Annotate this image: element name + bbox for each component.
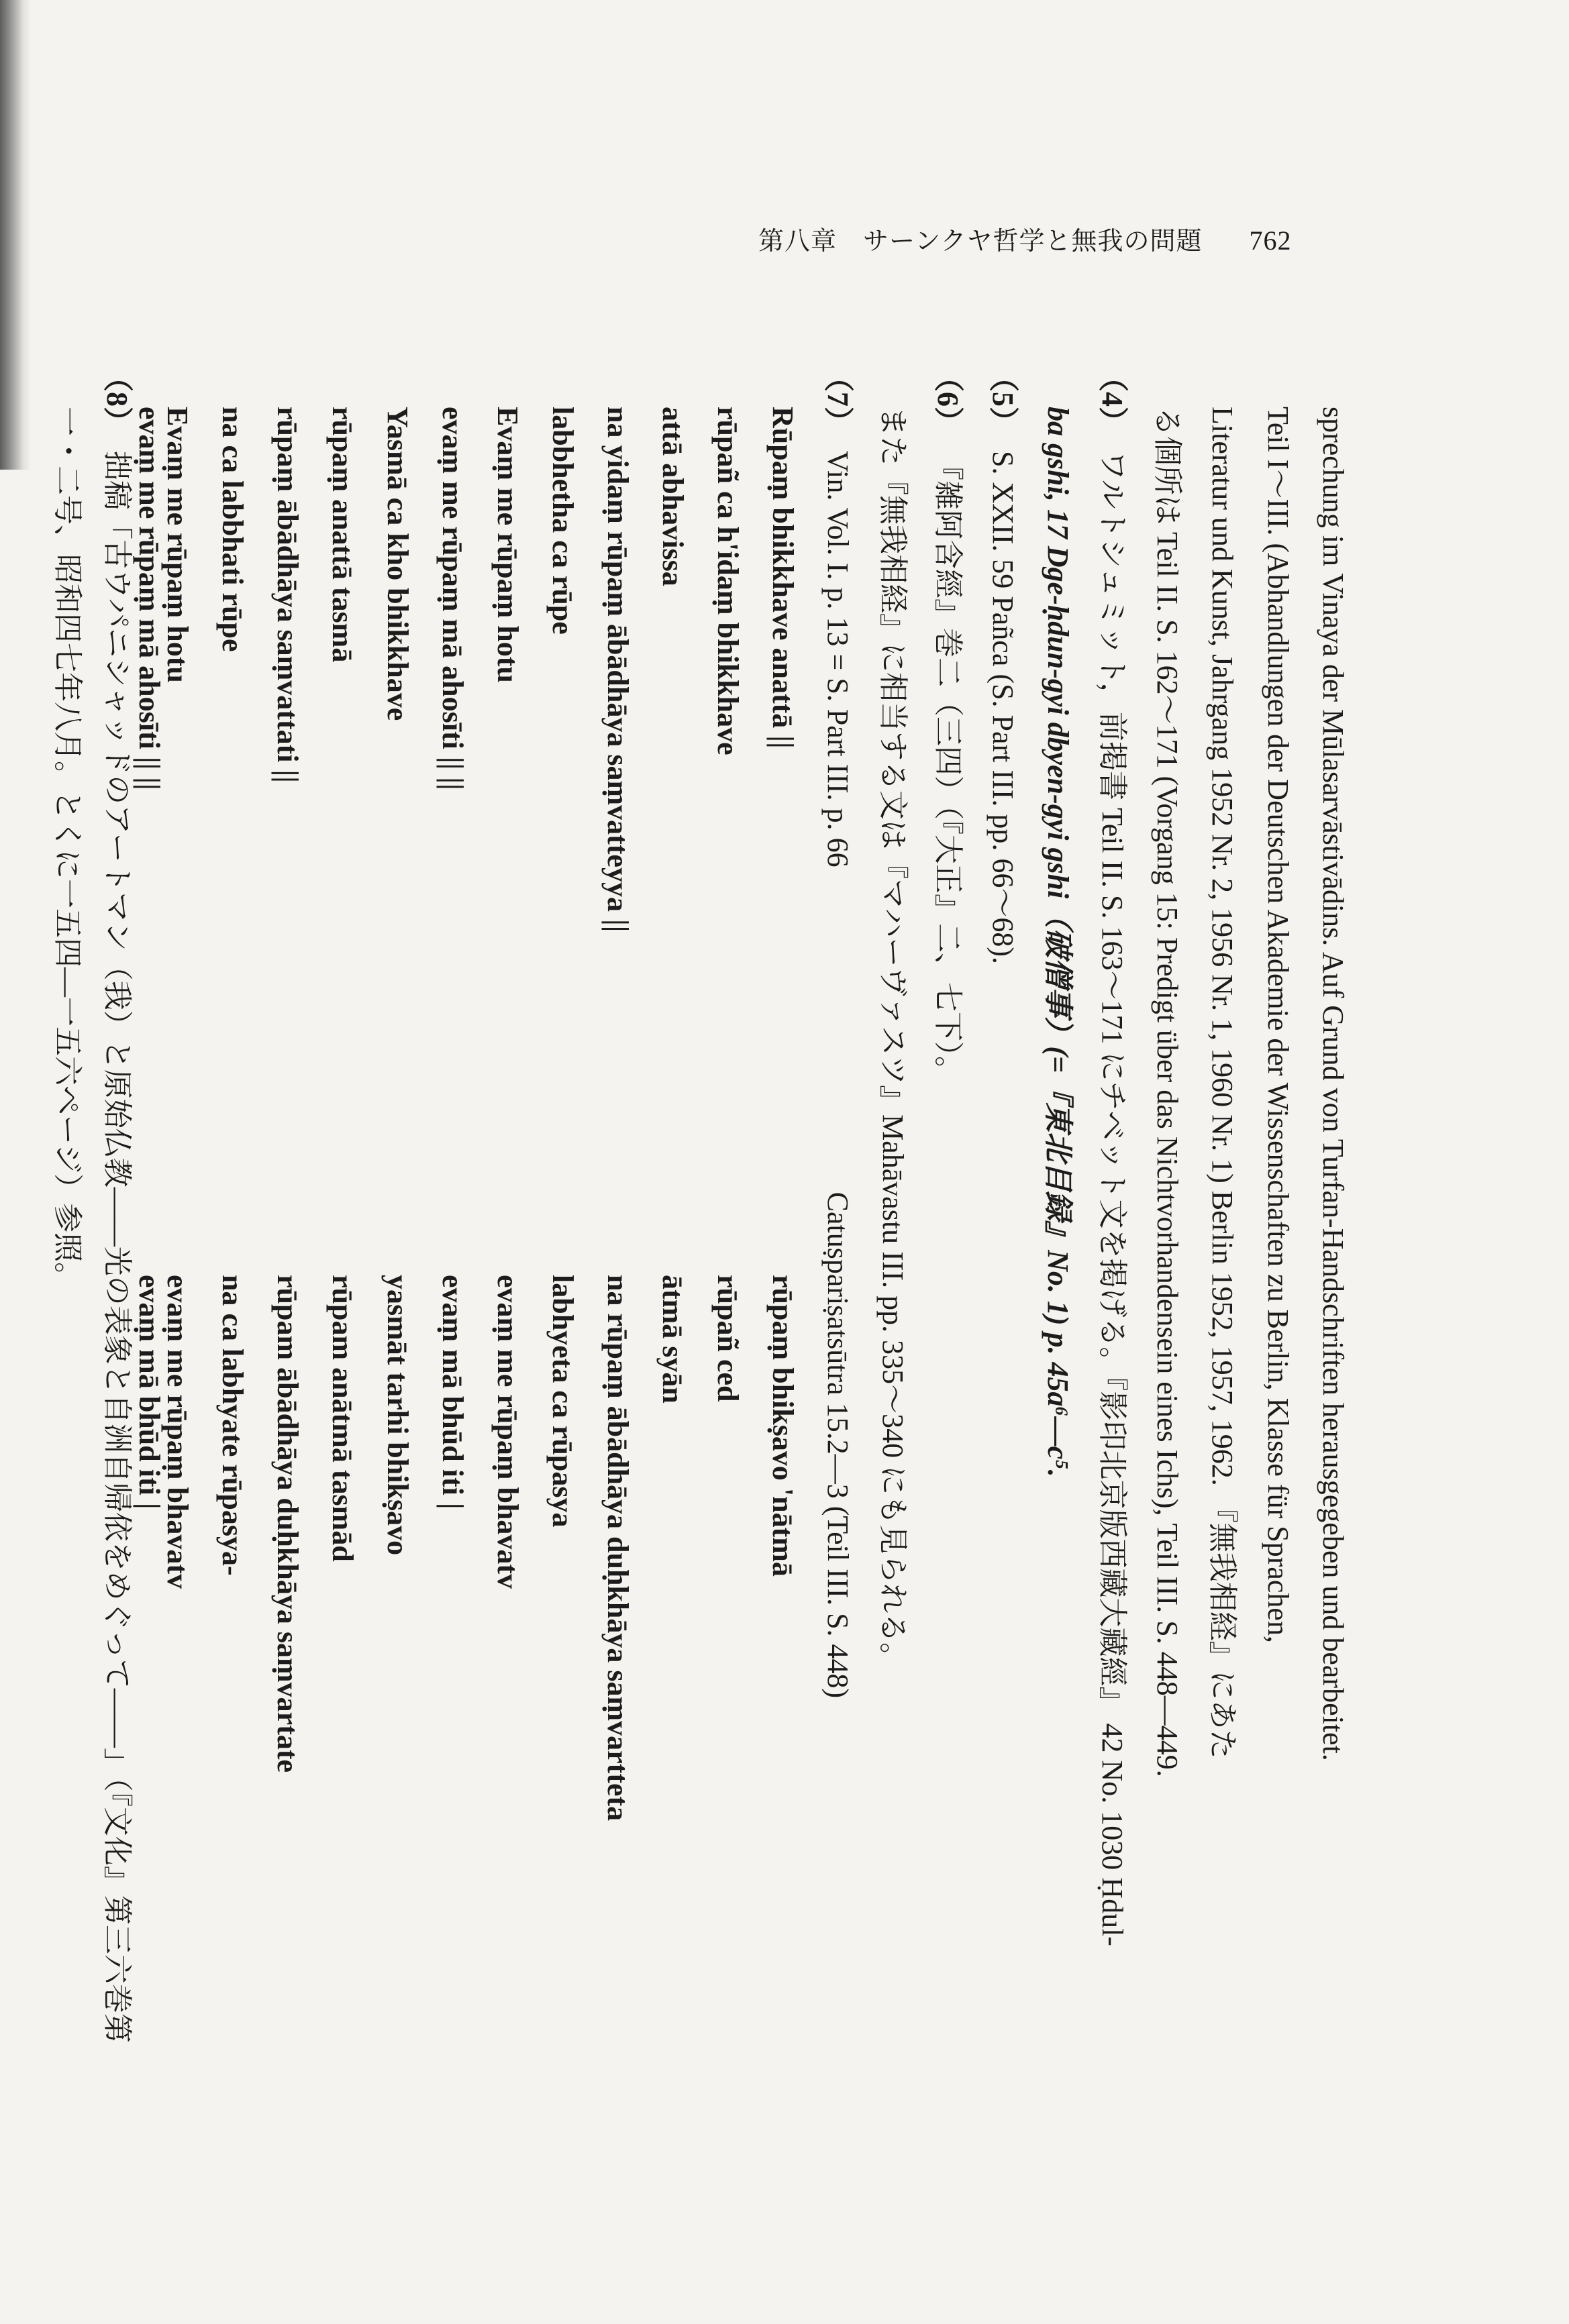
verse-pali-10: rūpaṃ ābādhāya saṃvattati || bbox=[271, 407, 304, 783]
page-number: 762 bbox=[1249, 225, 1292, 256]
verse-skt-4: na rūpaṃ ābādhāya duḥkhāya saṃvartteta bbox=[601, 1275, 634, 1821]
text-line-1: sprechung im Vinaya der Mūlasarvāstivādins. Auf Grund von Turfan-Handschriften herausgegeben und bearbeitet. bbox=[1317, 407, 1350, 1761]
text-line-2: Teil I〜III. (Abhandlungen der Deutschen Akademie der Wissenschaften zu Berlin, Klasse für Sprachen, bbox=[1262, 407, 1295, 1643]
note-marker-7: （7） bbox=[821, 362, 854, 436]
text-line-6: ba gshi, 17 Dge-ḥdun-gyi dbyen-gyi gshi（破僧事）(=『東北目録』No. 1) p. 45a⁶—c⁵. bbox=[1042, 407, 1074, 1477]
note-5: （5）S. XXII. 59 Pañca (S. Part III. pp. 66〜68). bbox=[986, 362, 1019, 964]
verse-skt-9: rūpam anātmā tasmād bbox=[326, 1275, 359, 1562]
verse-pali-5: labbhetha ca rūpe bbox=[546, 407, 579, 635]
chapter-title: 第八章 サーンクヤ哲学と無我の問題 bbox=[758, 226, 1203, 256]
note-marker-8: （8） bbox=[101, 362, 134, 436]
note-8: （8）拙稿「古ウパニシャッドのアートマン（我）と原始仏教——光の表象と自洲自帰依をめぐって——」（『文化』第三六巻第 bbox=[101, 362, 134, 2043]
verse-skt-11: na ca labhyate rūpasya- bbox=[216, 1275, 249, 1576]
verse-pali-3: attā abhavissa bbox=[656, 407, 689, 586]
verse-skt-12: evaṃ me rūpaṃ bhavatv bbox=[161, 1275, 194, 1589]
verse-pali-12: Evaṃ me rūpaṃ hotu bbox=[161, 407, 194, 683]
note-marker-6: （6） bbox=[931, 362, 964, 436]
verse-pali-4: na yidaṃ rūpaṃ ābādhāya saṃvatteyya || bbox=[601, 407, 634, 933]
verse-pali-7: evaṃ me rūpaṃ mā ahosīti || || bbox=[436, 407, 469, 790]
verse-skt-8: yasmāt tarhi bhikṣavo bbox=[381, 1275, 414, 1556]
verse-pali-1: Rūpaṃ bhikkhave anattā || bbox=[766, 407, 799, 749]
verse-skt-6: evaṃ me rūpaṃ bhavatv bbox=[491, 1275, 524, 1589]
text-line-3: Literatur und Kunst, Jahrgang 1952 Nr. 2, 1956 Nr. 1, 1960 Nr. 1) Berlin 1952, 1957, 1962. 『無我相経』にあた bbox=[1206, 407, 1239, 1759]
verse-pali-9: rūpaṃ anattā tasmā bbox=[326, 407, 359, 663]
verse-pali-8: Yasmā ca kho bhikkhave bbox=[381, 407, 414, 721]
verse-pali-11: na ca labbhati rūpe bbox=[216, 407, 249, 652]
verse-pali-13: evaṃ me rūpaṃ mā ahosīti || || bbox=[133, 407, 166, 790]
text-line-25: 一・二号、昭和四七年八月。とくに一五四—一五六ページ）参照。 bbox=[51, 407, 84, 1292]
verse-skt-3: ātmā syān bbox=[656, 1275, 689, 1404]
note-marker-4: （4） bbox=[1096, 362, 1129, 436]
verse-skt-2: rūpañ ced bbox=[711, 1275, 744, 1402]
note-6: （6）『雑阿含經』巻二（三四）（『大正』二、七下）。 bbox=[931, 362, 964, 1086]
note-4: （4）ワルトシュミット，前掲書 Teil II. S. 163〜171 にチベット文を掲げる。『影印北京版西藏大藏經』 42 No. 1030 Ḥdul- bbox=[1096, 362, 1129, 1946]
text-line-4: る個所は Teil II. S. 162〜171 (Vorgang 15: Predigt über das Nichtvorhandensein eines Ichs), Teil III. S. 448—449. bbox=[1151, 407, 1184, 1777]
verse-skt-1: rūpaṃ bhikṣavo 'nātmā bbox=[766, 1275, 799, 1577]
verse-skt-13: evaṃ mā bhūd iti | bbox=[133, 1275, 166, 1510]
verse-pali-2: rūpañ ca h'idaṃ bhikkhave bbox=[711, 407, 744, 755]
text-line-9: また『無我相経』に相当する文は『マハーヴァスツ』Mahāvastu III. pp. 335〜340 にも見られる。 bbox=[876, 407, 909, 1673]
verse-skt-5: labhyeta ca rūpasya bbox=[546, 1275, 579, 1528]
verse-pali-6: Evaṃ me rūpaṃ hotu bbox=[491, 407, 524, 683]
note-marker-5: （5） bbox=[986, 362, 1019, 436]
verse-skt-7: evaṃ mā bhūd iti | bbox=[436, 1275, 469, 1510]
verse-skt-10: rūpam ābādhāya duḥkhāya saṃvartate bbox=[271, 1275, 304, 1773]
note-7: （7）Vin. Vol. I. p. 13 = S. Part III. p. 66 Catuṣpariṣatsūtra 15.2—3 (Teil III. S. 448) bbox=[821, 362, 854, 1699]
